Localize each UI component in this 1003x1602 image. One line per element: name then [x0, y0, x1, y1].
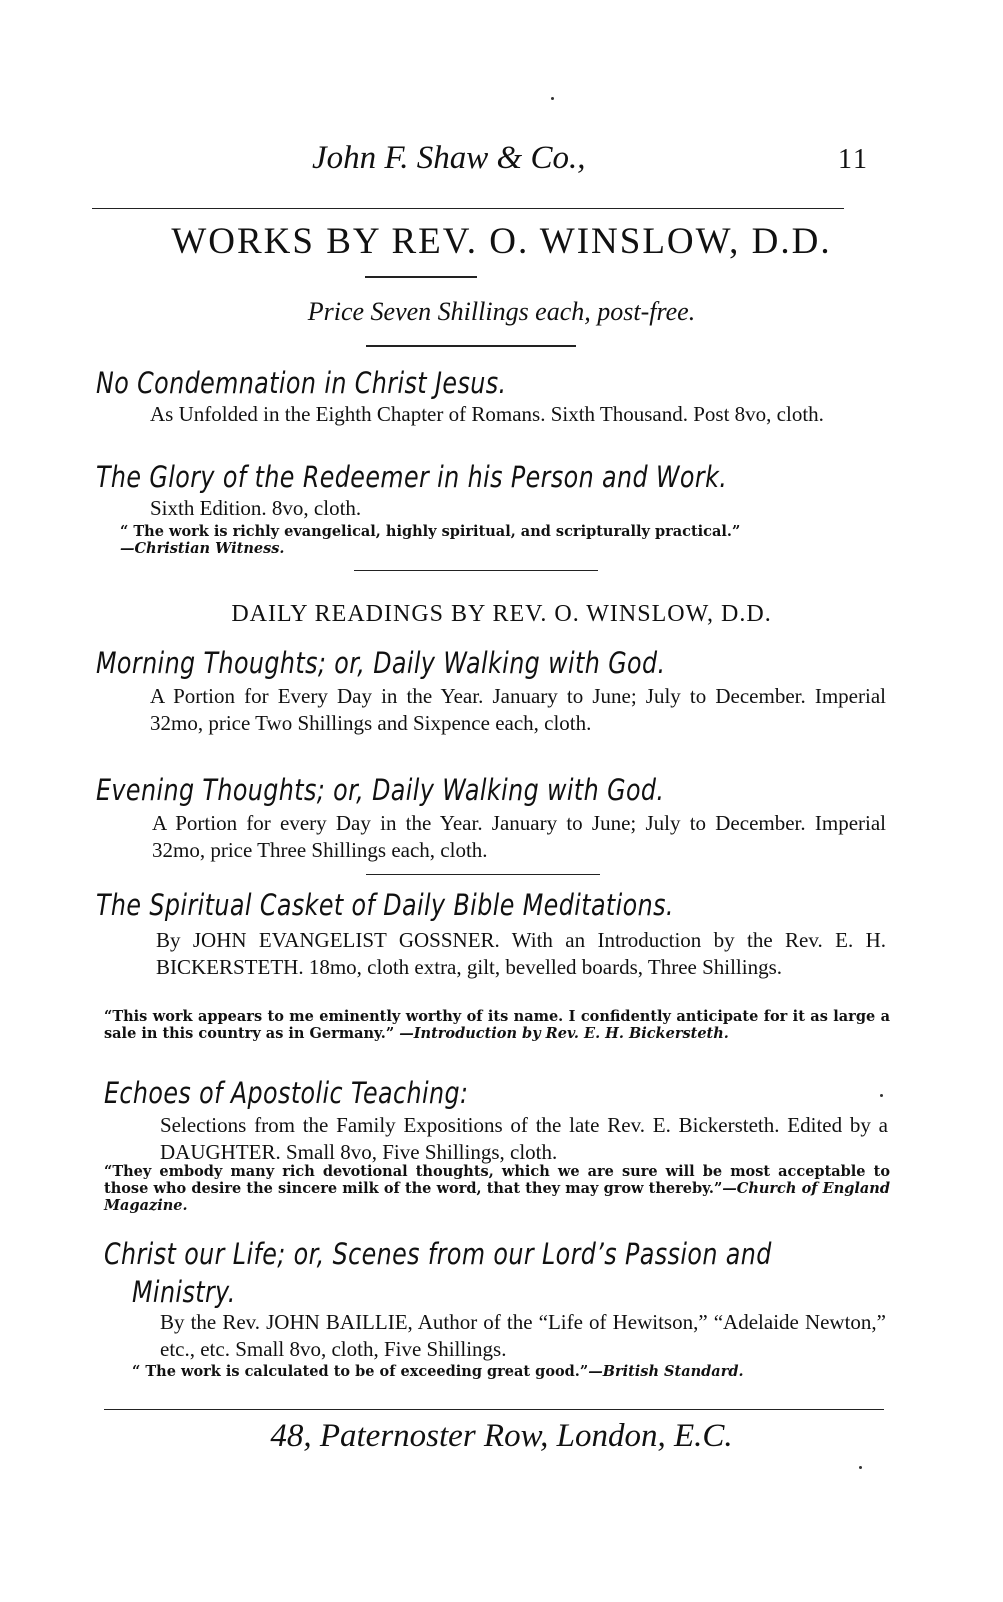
book-title: Christ our Life; or, Scenes from our Lord’s Passion and: [104, 1237, 772, 1271]
review-quote: “ The work is calculated to be of exceeding great good.”—British Standard.: [132, 1363, 744, 1380]
divider: [365, 276, 477, 278]
book-description: Selections from the Family Expositions of the late Rev. E. Bickersteth. Edited by a DAUGHTER. Small 8vo, Five Shillings, cloth.: [160, 1113, 888, 1164]
speck: [859, 1466, 862, 1469]
book-title-continued: Ministry.: [132, 1275, 236, 1309]
book-title: The Glory of the Redeemer in his Person and Work.: [96, 460, 728, 494]
book-description: By JOHN EVANGELIST GOSSNER. With an Introduction by the Rev. E. H. BICKERSTETH. 18mo, cloth extra, gilt, bevelled boards, Three Shillings.: [156, 928, 886, 979]
quote-source: —Introduction by Rev. E. H. Bickersteth.: [399, 1025, 729, 1042]
main-title: WORKS BY REV. O. WINSLOW, D.D.: [171, 221, 832, 262]
quote-source: —Church of England Magazine.: [104, 1180, 890, 1214]
book-title: Evening Thoughts; or, Daily Walking with God.: [96, 773, 665, 807]
book-description: By the Rev. JOHN BAILLIE, Author of the “Life of Hewitson,” “Adelaide Newton,” etc., etc. Small 8vo, cloth, Five Shillings.: [160, 1310, 886, 1361]
footer-rule: [104, 1409, 884, 1410]
book-description: A Portion for Every Day in the Year. January to June; July to December. Imperial 32mo, price Two Shillings and Sixpence each, cloth.: [150, 684, 886, 735]
publisher-name: John F. Shaw & Co.,: [312, 140, 586, 176]
book-description: As Unfolded in the Eighth Chapter of Romans. Sixth Thousand. Post 8vo, cloth.: [150, 402, 824, 426]
running-header: [0, 140, 1003, 190]
review-quote: “This work appears to me eminently worthy of its name. I confidently anticipate for it as large a sale in this country as in Germany.” —Introduction by Rev. E. H. Bickersteth.: [104, 1008, 890, 1042]
divider: [366, 345, 576, 347]
divider: [354, 570, 598, 571]
divider: [366, 874, 600, 875]
page-number: 11: [838, 144, 869, 175]
review-quote: “ The work is richly evangelical, highly spiritual, and scripturally practical.” —Christian Witness.: [120, 523, 741, 557]
book-title: Echoes of Apostolic Teaching:: [104, 1076, 469, 1110]
header-rule: [92, 208, 844, 209]
review-quote: “They embody many rich devotional thoughts, which we are sure will be most acceptable to those who desire the sincere milk of the word, that they may grow thereby.”—Church of England Magazine.: [104, 1163, 890, 1214]
book-description: A Portion for every Day in the Year. January to June; July to December. Imperial 32mo, price Three Shillings each, cloth.: [152, 811, 886, 862]
publisher-address: 48, Paternoster Row, London, E.C.: [270, 1418, 733, 1454]
book-title: No Condemnation in Christ Jesus.: [96, 366, 507, 400]
quote-source: —British Standard.: [588, 1363, 744, 1380]
speck: [880, 1094, 883, 1097]
book-description: Sixth Edition. 8vo, cloth.: [150, 496, 362, 520]
speck: [551, 97, 554, 100]
book-title: Morning Thoughts; or, Daily Walking with God.: [96, 646, 666, 680]
quote-source: —Christian Witness.: [120, 540, 285, 557]
section-title: DAILY READINGS BY REV. O. WINSLOW, D.D.: [231, 601, 772, 627]
price-note: Price Seven Shillings each, post-free.: [307, 297, 696, 326]
book-title: The Spiritual Casket of Daily Bible Meditations.: [96, 888, 674, 922]
